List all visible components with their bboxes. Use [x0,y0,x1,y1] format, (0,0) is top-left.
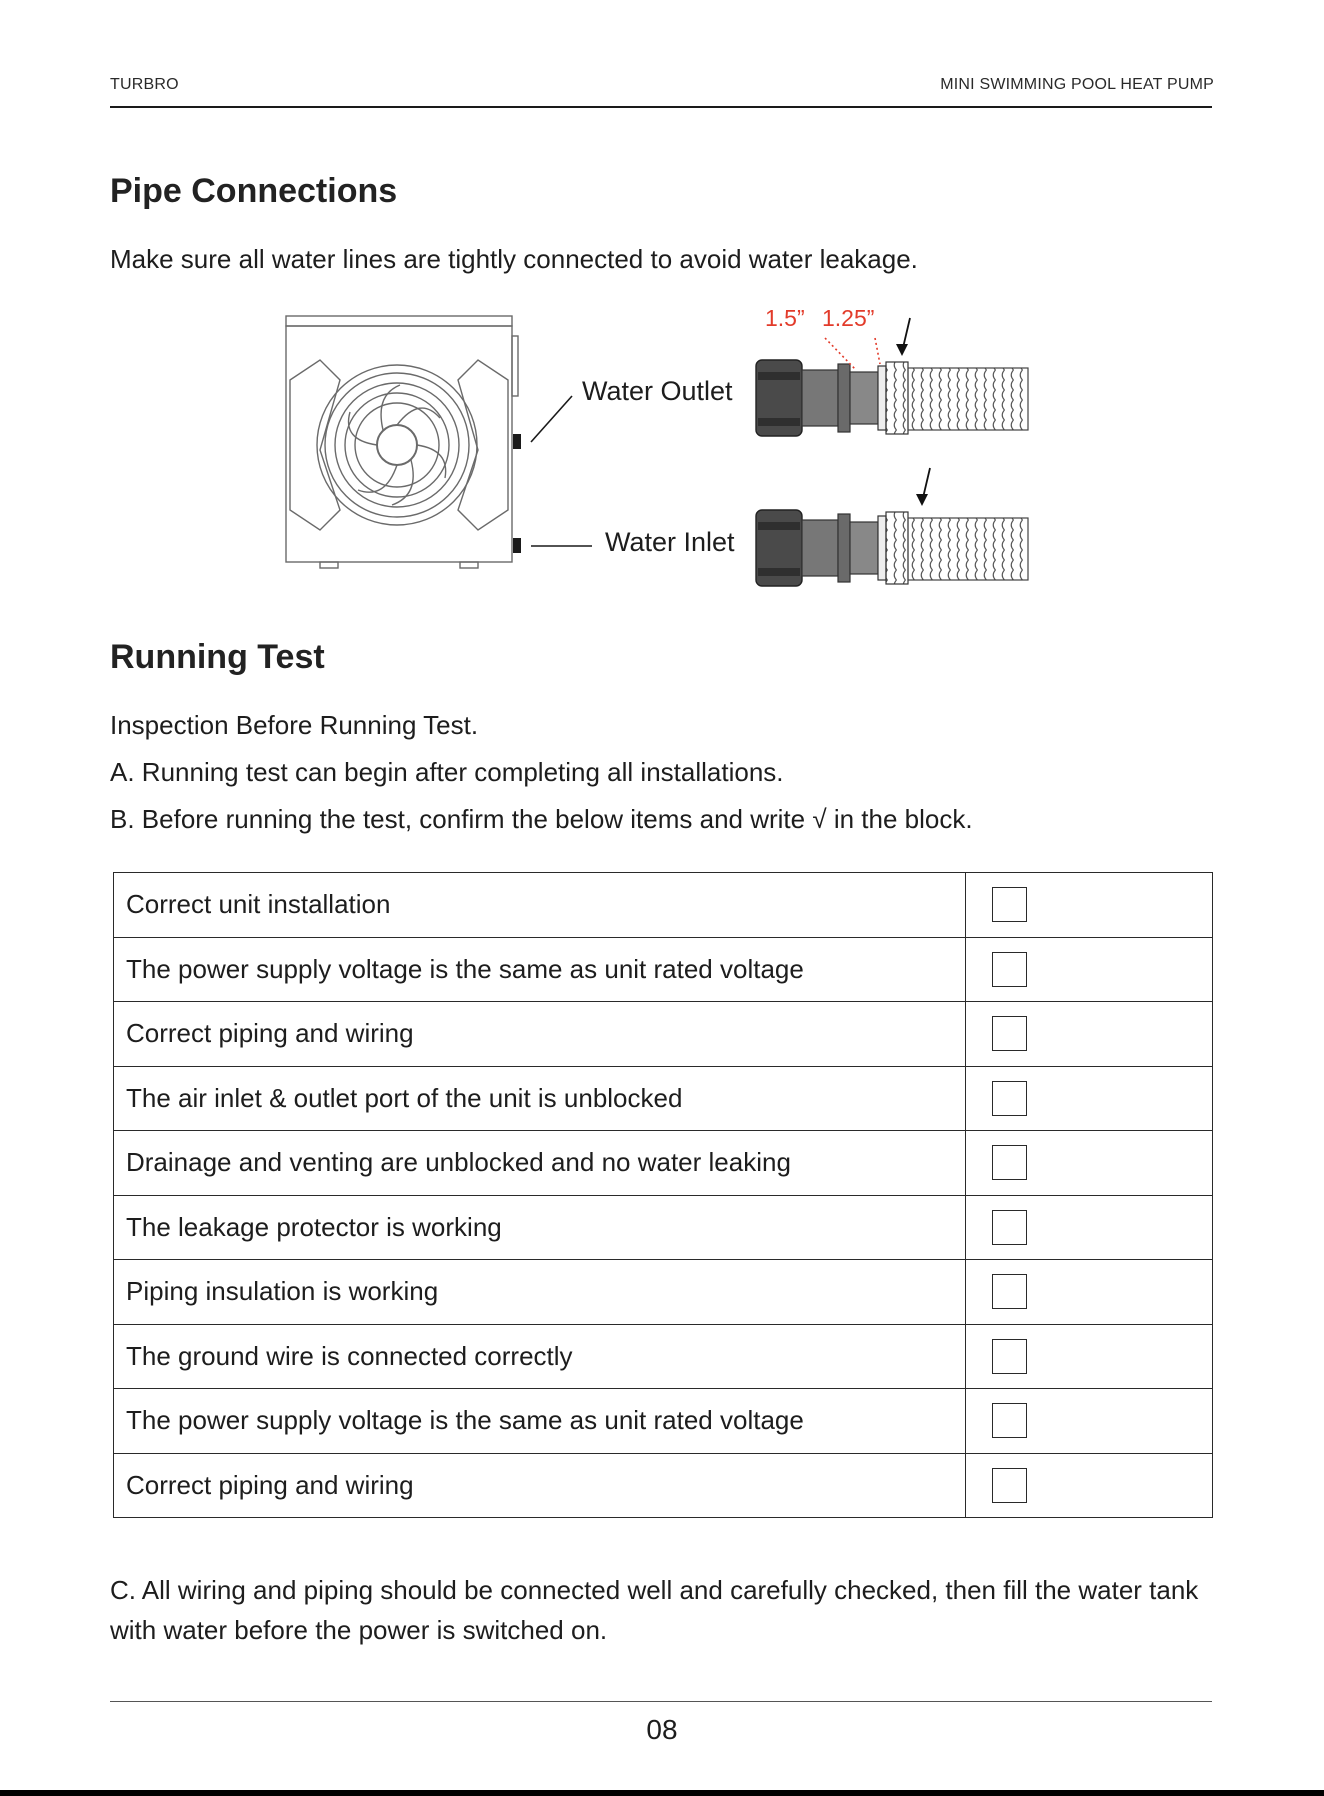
running-test-step-b: B. Before running the test, confirm the below items and write √ in the block. [110,804,973,834]
page-number: 08 [646,1714,678,1745]
section-title-pipe-connections: Pipe Connections [110,172,398,210]
table-row [114,937,1213,1002]
table-row [114,1002,1213,1067]
water-inlet-hose-illustration [756,468,1028,586]
checklist-item-label: The power supply voltage is the same as unit rated voltage [114,937,966,1002]
checklist-item-label: Correct unit installation [114,873,966,938]
page-bottom-edge [0,1790,1324,1796]
checklist-checkbox[interactable] [992,952,1027,987]
checkbox-cell [966,1195,1213,1260]
footer-divider [110,1701,1212,1702]
running-test-step-c: C. All wiring and piping should be connected well and carefully checked, then fill the water tank with water before the power is switched on. [110,1575,1199,1645]
pipe-size-large-label: 1.5” [765,305,805,331]
table-row [114,1131,1213,1196]
table-row [114,1453,1213,1518]
checklist-checkbox[interactable] [992,887,1027,922]
running-test-step-a: A. Running test can begin after completing all installations. [110,757,784,787]
header-brand: TURBRO [110,76,179,93]
checklist-checkbox[interactable] [992,1274,1027,1309]
checklist-item-label: Piping insulation is working [114,1260,966,1325]
checklist-item-label: Correct piping and wiring [114,1002,966,1067]
checklist-item-label: Drainage and venting are unblocked and no water leaking [114,1131,966,1196]
section-title-running-test: Running Test [110,638,325,676]
checkbox-cell [966,873,1213,938]
checklist-checkbox[interactable] [992,1468,1027,1503]
checkbox-cell [966,1389,1213,1454]
checklist-checkbox[interactable] [992,1081,1027,1116]
checkbox-cell [966,1453,1213,1518]
pipe-connections-intro: Make sure all water lines are tightly connected to avoid water leakage. [110,244,918,274]
water-outlet-hose-illustration [756,318,1028,436]
header-divider [110,106,1212,108]
checkbox-cell [966,1131,1213,1196]
checklist-checkbox[interactable] [992,1145,1027,1180]
water-inlet-label: Water Inlet [605,527,735,557]
checkbox-cell [966,1002,1213,1067]
table-row [114,1260,1213,1325]
checklist-checkbox[interactable] [992,1403,1027,1438]
checklist-checkbox[interactable] [992,1016,1027,1051]
checkbox-cell [966,1324,1213,1389]
checklist-checkbox[interactable] [992,1210,1027,1245]
table-row [114,1066,1213,1131]
checkbox-cell [966,1260,1213,1325]
table-row [114,1389,1213,1454]
table-row [114,1195,1213,1260]
checklist-item-label: The leakage protector is working [114,1195,966,1260]
checklist-item-label: Correct piping and wiring [114,1453,966,1518]
pipe-size-small-label: 1.25” [822,305,875,331]
table-row [114,873,1213,938]
heat-pump-unit-illustration [286,316,518,568]
header-product-name: MINI SWIMMING POOL HEAT PUMP [940,76,1214,93]
checklist-checkbox[interactable] [992,1339,1027,1374]
running-test-intro: Inspection Before Running Test. [110,710,479,740]
checkbox-cell [966,937,1213,1002]
inspection-checklist-table [113,872,1213,1518]
table-row [114,1324,1213,1389]
checkbox-cell [966,1066,1213,1131]
checklist-item-label: The air inlet & outlet port of the unit is unblocked [114,1066,966,1131]
water-outlet-label: Water Outlet [582,376,733,406]
checklist-item-label: The ground wire is connected correctly [114,1324,966,1389]
checklist-item-label: The power supply voltage is the same as unit rated voltage [114,1389,966,1454]
